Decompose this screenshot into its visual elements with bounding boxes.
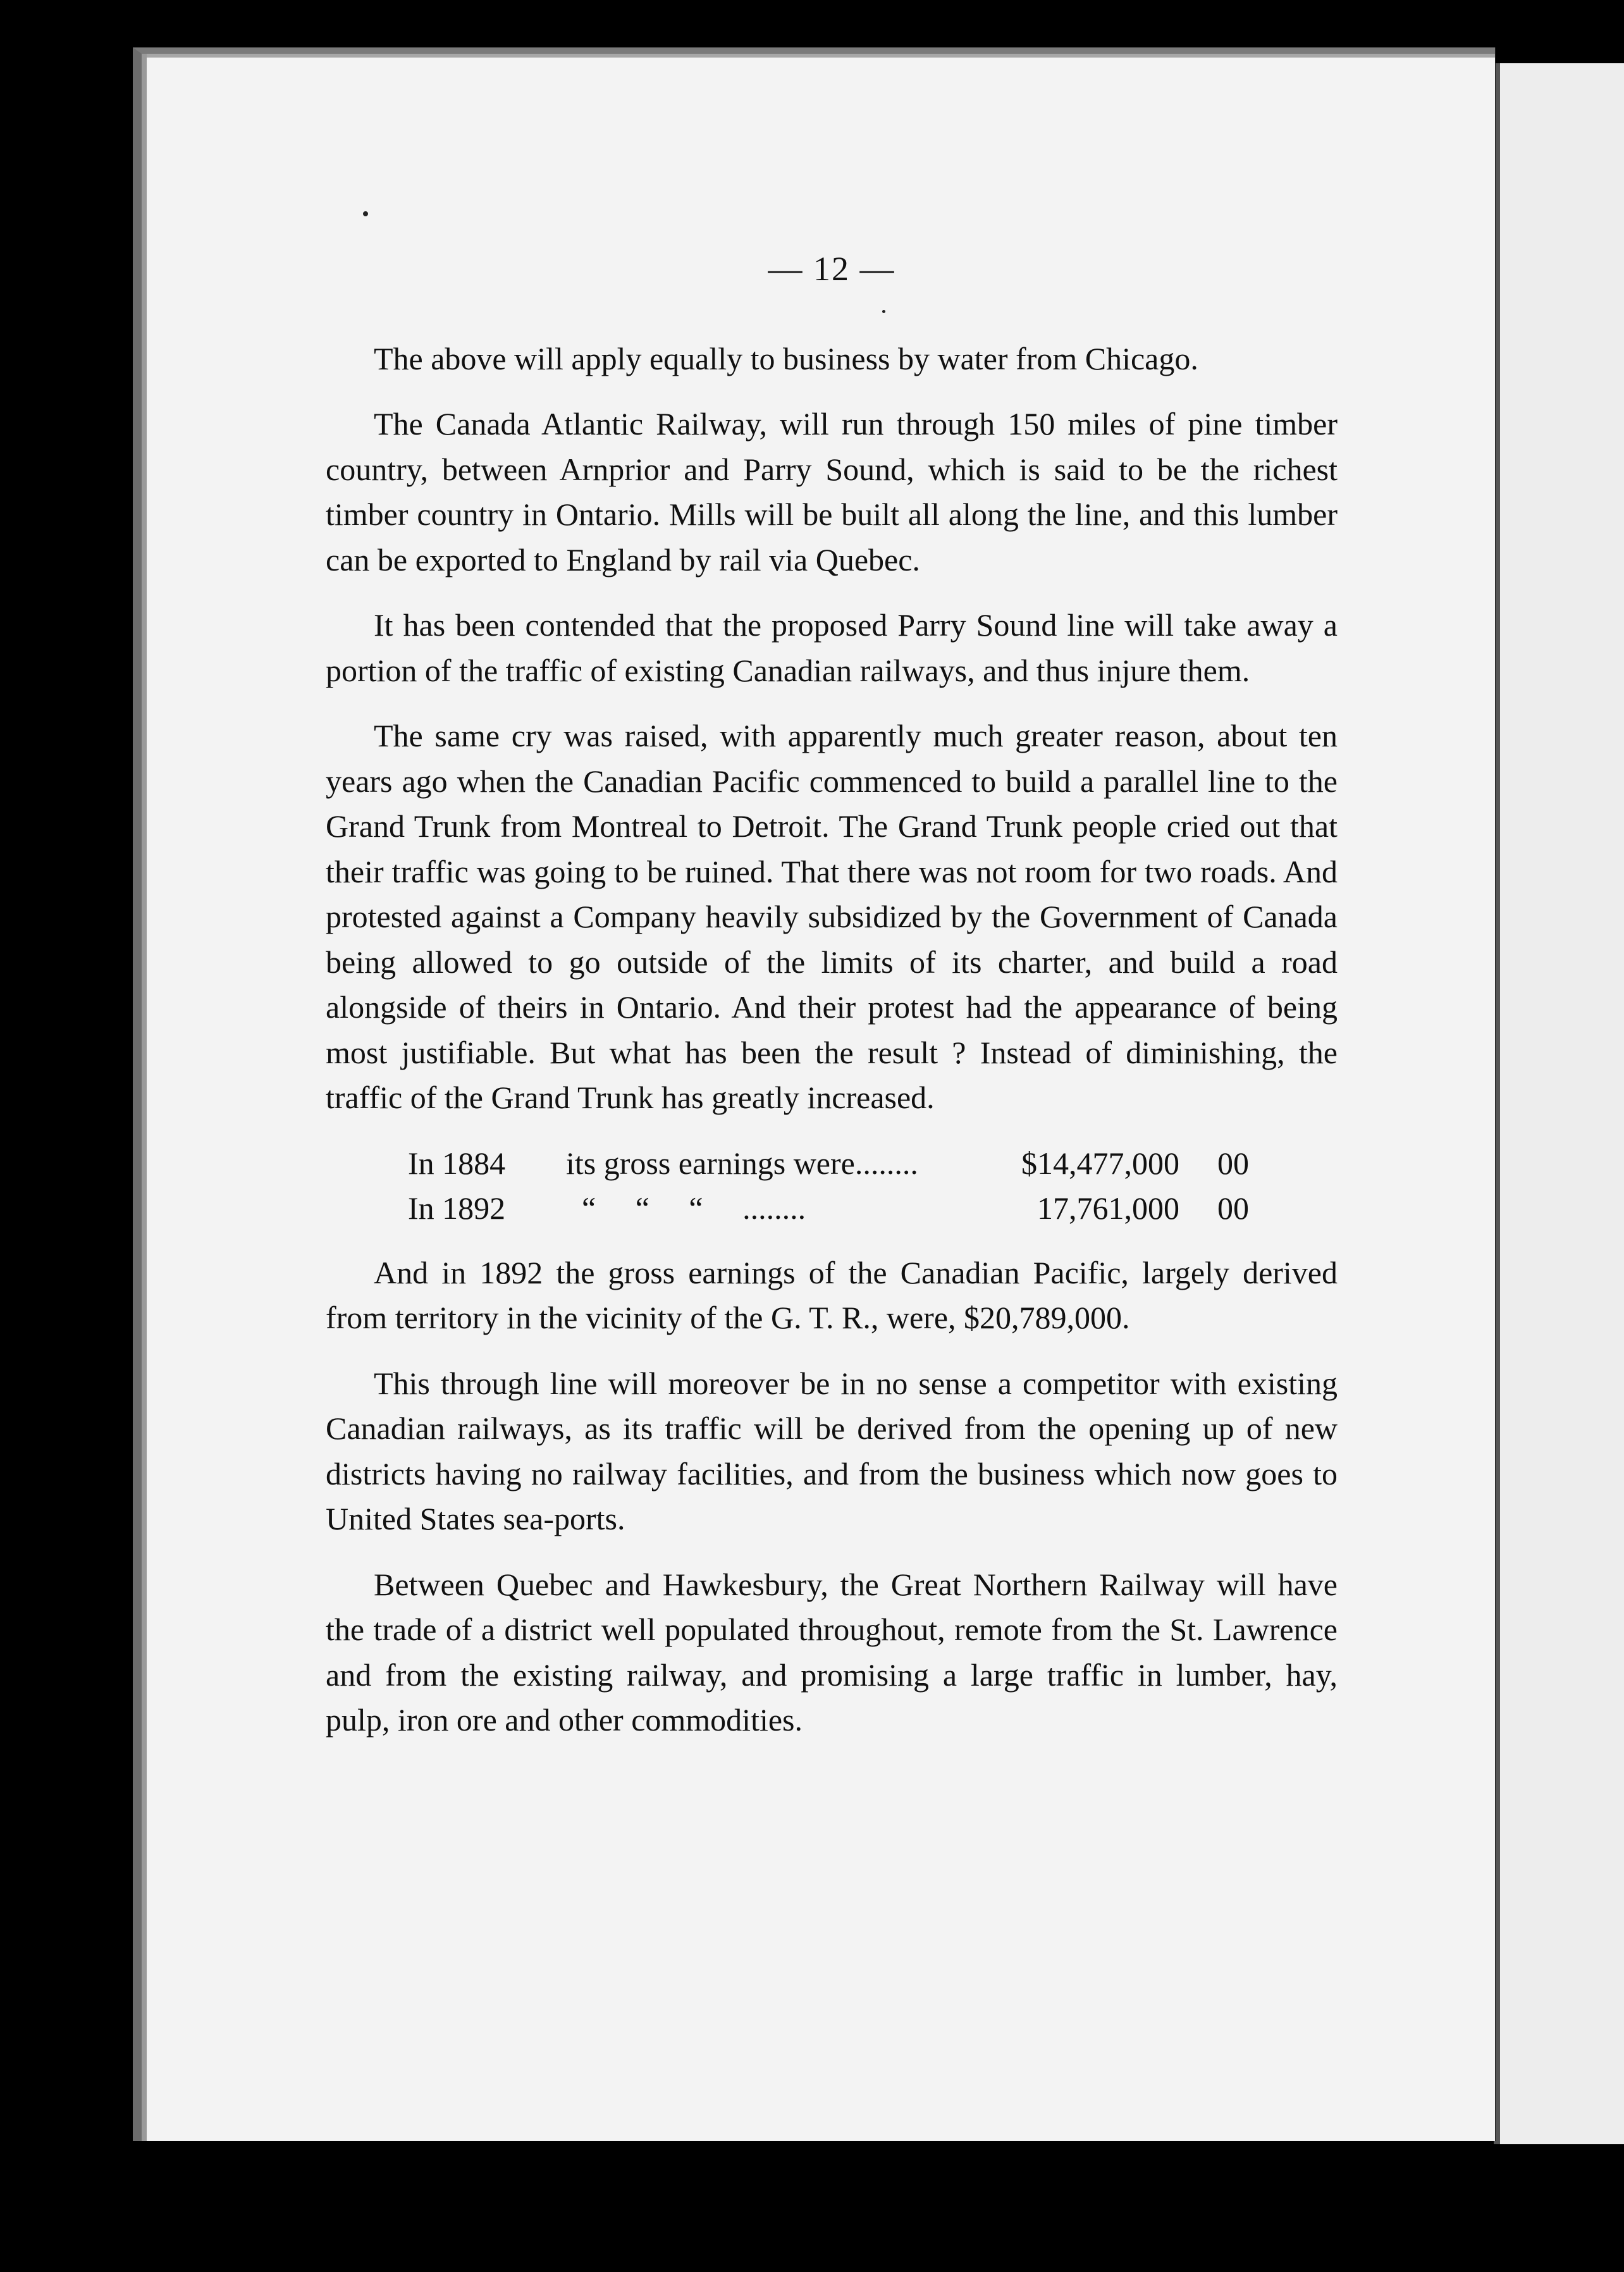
earnings-table (326, 1141, 1338, 1232)
earnings-cents: 00 (1217, 1190, 1249, 1226)
page-content (326, 247, 1338, 1763)
paragraph-2: The Canada Atlantic Railway, will run through 150 miles of pine timber country, between Arnprior and Parry Sound, which is said to be the richest timber country in Ontario. Mills will be built all along the line, and this lumber can be exported to England by rail via Quebec. (326, 406, 1338, 577)
paragraph-1: The above will apply equally to business by water from Chicago. (374, 340, 1198, 376)
earnings-year: In 1884 (408, 1145, 506, 1181)
ink-speck (363, 211, 368, 216)
page-number: — 12 — (768, 250, 895, 288)
paragraph-3: It has been contended that the proposed Parry Sound line will take away a portion of the traffic of existing Canadian railways, and thus injure them. (326, 607, 1338, 688)
earnings-amount: $14,477,000 (1021, 1145, 1179, 1181)
earnings-amount: 17,761,000 (1037, 1190, 1179, 1226)
paragraph-4: The same cry was raised, with apparently much greater reason, about ten years ago when the Canadian Pacific commenced to build a parallel line to the Grand Trunk from Montreal to Detroit. The Grand Trunk people cried out that their traffic was going to be ruined. That there was not room for two roads. And protested against a Company heavily subsidized by the Government of Canada being allowed to go outside of the limits of its charter, and build a road alongside of theirs in Ontario. And their protest had the appearance of being most justifiable. But what has been the result ? Instead of diminishing, the traffic of the Grand Trunk has greatly increased. (326, 718, 1338, 1115)
earnings-row-1884 (326, 1141, 1338, 1187)
facing-page-edge (1494, 63, 1624, 2144)
paragraph-5: And in 1892 the gross earnings of the Canadian Pacific, largely derived from territory in the vicinity of the G. T. R., were, $20,789,000. (326, 1254, 1338, 1335)
earnings-row-1892 (326, 1186, 1338, 1232)
earnings-description: its gross earnings were........ (566, 1145, 918, 1181)
paragraph-7: Between Quebec and Hawkesbury, the Great Northern Railway will have the trade of a district well populated throughout, remote from the St. Lawrence and from the existing railway, and promising a large traffic in lumber, hay, pulp, iron ore and other commodities. (326, 1566, 1338, 1738)
earnings-cents: 00 (1217, 1145, 1249, 1181)
earnings-year: In 1892 (408, 1190, 506, 1226)
paragraph-6: This through line will moreover be in no sense a competitor with existing Canadian railways, as its traffic will be derived from the opening up of new districts having no railway facilities, and from the business which now goes to United States sea-ports. (326, 1365, 1338, 1536)
earnings-description: “ “ “ ........ (566, 1190, 806, 1226)
